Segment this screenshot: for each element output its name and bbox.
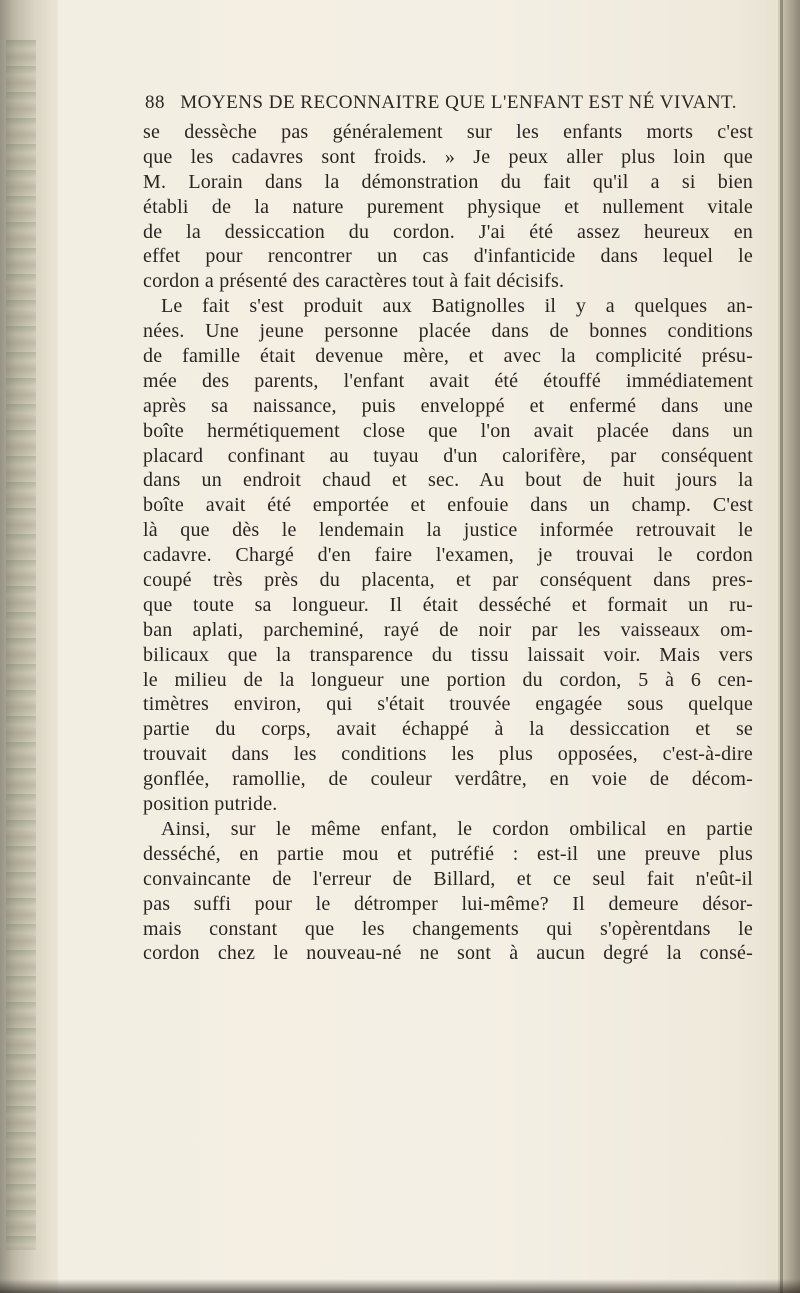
text-line: coupé très près du placenta, et par conséquent dans pres- (143, 569, 753, 592)
running-head (145, 92, 745, 114)
binding-gutter (0, 0, 58, 1293)
text-line: se dessèche pas généralement sur les enfants morts c'est (143, 121, 753, 143)
text-line: cordon a présenté des caractères tout à fait décisifs. (143, 270, 565, 293)
text-line: dans un endroit chaud et sec. Au bout de huit jours la (143, 469, 753, 492)
text-line: partie du corps, avait échappé à la dessiccation et se (143, 718, 753, 741)
text-line: trouvait dans les conditions les plus opposées, c'est-à-dire (143, 743, 753, 766)
text-line: que toute sa longueur. Il était desséché et formait un ru- (143, 593, 753, 616)
text-line: après sa naissance, puis enveloppé et enfermé dans une (143, 394, 753, 417)
text-line: là que dès le lendemain la justice informée retrouvait le (143, 519, 753, 542)
text-line: position putride. (143, 793, 278, 816)
text-line: cadavre. Chargé d'en faire l'examen, je trouvai le cordon (143, 544, 753, 567)
text-line: mée des parents, l'enfant avait été étouffé immédiatement (143, 369, 753, 392)
page-number: 88 (145, 92, 165, 113)
text-line: le milieu de la longueur une portion du cordon, 5 à 6 cen- (143, 668, 753, 691)
running-head-title: MOYENS DE RECONNAITRE QUE L'ENFANT EST NÉ VIVANT. (180, 92, 738, 113)
text-line: nées. Une jeune personne placée dans de bonnes conditions (143, 320, 753, 343)
adjacent-page-edge (778, 0, 800, 1293)
bottom-shadow (0, 1279, 800, 1293)
text-line: ban aplati, parcheminé, rayé de noir par les vaisseaux om- (143, 618, 753, 641)
text-line: gonflée, ramollie, de couleur verdâtre, en voie de décom- (143, 768, 753, 791)
text-line: desséché, en partie mou et putréfié : est-il une preuve plus (143, 842, 753, 865)
text-line: de famille était devenue mère, et avec la complicité présu- (143, 345, 753, 368)
text-line: que les cadavres sont froids. » Je peux aller plus loin que (143, 145, 753, 168)
paragraph-start-line: Ainsi, sur le même enfant, le cordon ombilical en partie (161, 817, 753, 840)
text-line: de la dessiccation du cordon. J'ai été assez heureux en (143, 220, 753, 243)
text-line: boîte avait été emportée et enfouie dans un champ. C'est (143, 494, 753, 517)
text-line: établi de la nature purement physique et nullement vitale (143, 195, 753, 218)
paragraph-start-line: Le fait s'est produit aux Batignolles il y a quelques an- (161, 295, 753, 318)
text-line: mais constant que les changements qui s'opèrentdans le (143, 917, 753, 940)
text-line: bilicaux que la transparence du tissu laissait voir. Mais vers (143, 643, 753, 666)
text-line: timètres environ, qui s'était trouvée engagée sous quelque (143, 693, 753, 716)
body-text (143, 120, 753, 966)
text-line: effet pour rencontrer un cas d'infanticide dans lequel le (143, 245, 753, 268)
text-line: boîte hermétiquement close que l'on avait placée dans un (143, 419, 753, 442)
text-line: M. Lorain dans la démonstration du fait qu'il a si bien (143, 170, 753, 193)
text-line: cordon chez le nouveau-né ne sont à aucun degré la consé- (143, 942, 753, 965)
text-line: convaincante de l'erreur de Billard, et ce seul fait n'eût-il (143, 867, 753, 890)
text-line: pas suffi pour le détromper lui-même? Il demeure désor- (143, 892, 753, 915)
text-line: placard confinant au tuyau d'un calorifère, par conséquent (143, 444, 753, 467)
